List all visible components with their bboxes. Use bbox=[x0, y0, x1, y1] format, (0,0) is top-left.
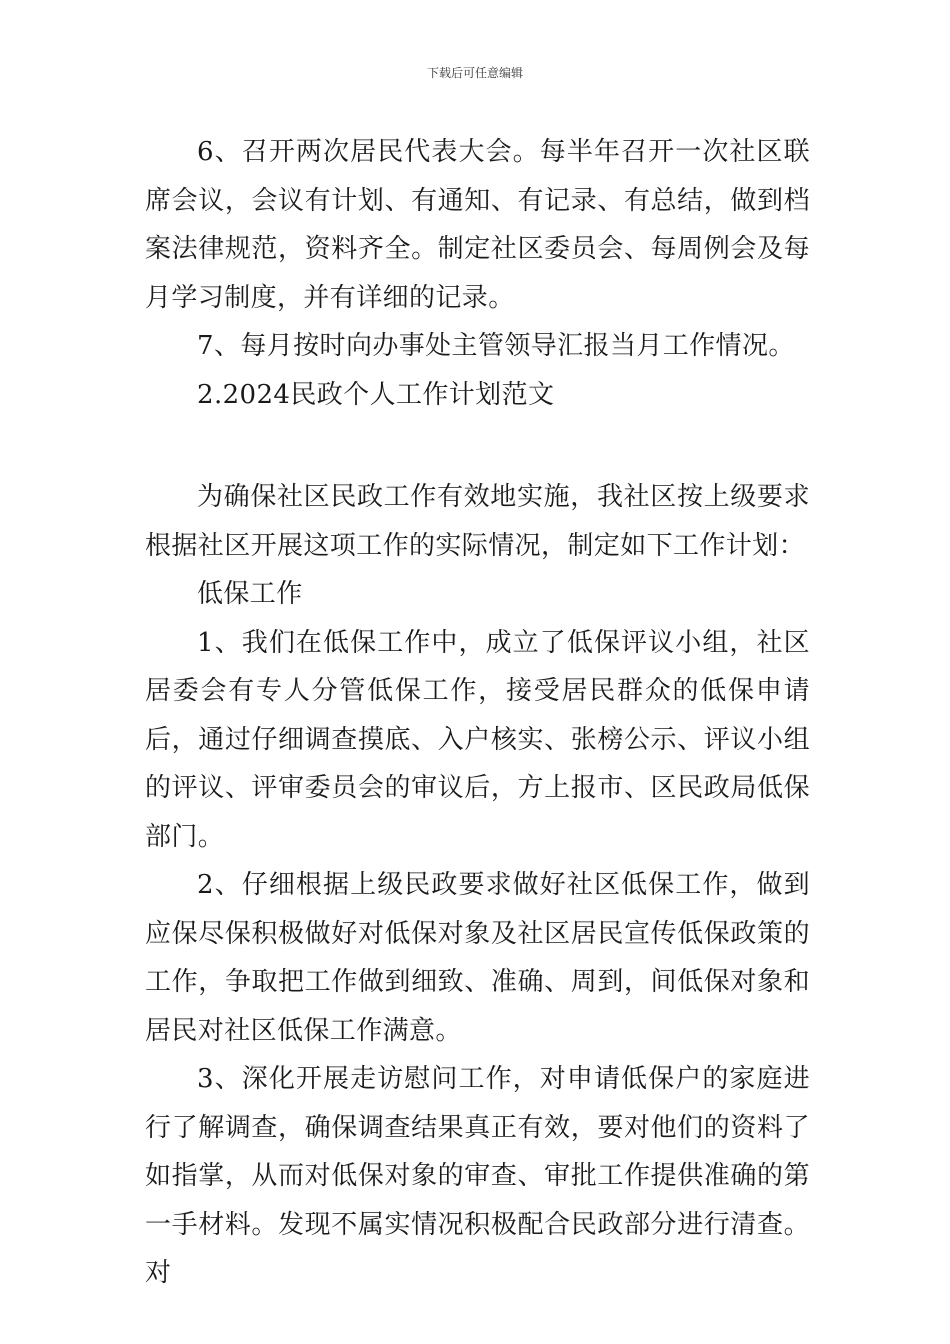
paragraph-item-7: 7、每月按时向办事处主管领导汇报当月工作情况。 bbox=[197, 331, 795, 361]
blank-line bbox=[145, 419, 810, 473]
paragraph-item-2: 2、仔细根据上级民政要求做好社区低保工作，做到应保尽保积极做好对低保对象及社区居民宣传低保政策的工作，争取把工作做到细致、准确、周到，间低保对象和居民对社区低保工作满意。 bbox=[145, 870, 810, 1046]
paragraph-item-1: 1、我们在低保工作中，成立了低保评议小组，社区居委会有专人分管低保工作，接受居民群众的低保申请后，通过仔细调查摸底、入户核实、张榜公示、评议小组的评议、评审委员会的审议后，方上报市、区民政局低保部门。 bbox=[145, 627, 810, 852]
subsection-heading: 低保工作 bbox=[197, 579, 303, 609]
document-body bbox=[145, 128, 810, 1298]
section-heading: 2.2024民政个人工作计划范文 bbox=[197, 379, 555, 410]
paragraph-item-6: 6、召开两次居民代表大会。每半年召开一次社区联席会议，会议有计划、有通知、有记录、有总结，做到档案法律规范，资料齐全。制定社区委员会、每周例会及每月学习制度，并有详细的记录。 bbox=[145, 137, 810, 313]
page-header-note: 下载后可任意编辑 bbox=[426, 66, 523, 80]
paragraph-item-3: 3、深化开展走访慰问工作，对申请低保户的家庭进行了解调查，确保调查结果真正有效，要对他们的资料了如指掌，从而对低保对象的审查、审批工作提供准确的第一手材料。发现不属实情况积极配合民政部分进行清查。对 bbox=[145, 1064, 810, 1288]
intro-paragraph: 为确保社区民政工作有效地实施，我社区按上级要求根据社区开展这项工作的实际情况，制定如下工作计划： bbox=[145, 482, 810, 561]
